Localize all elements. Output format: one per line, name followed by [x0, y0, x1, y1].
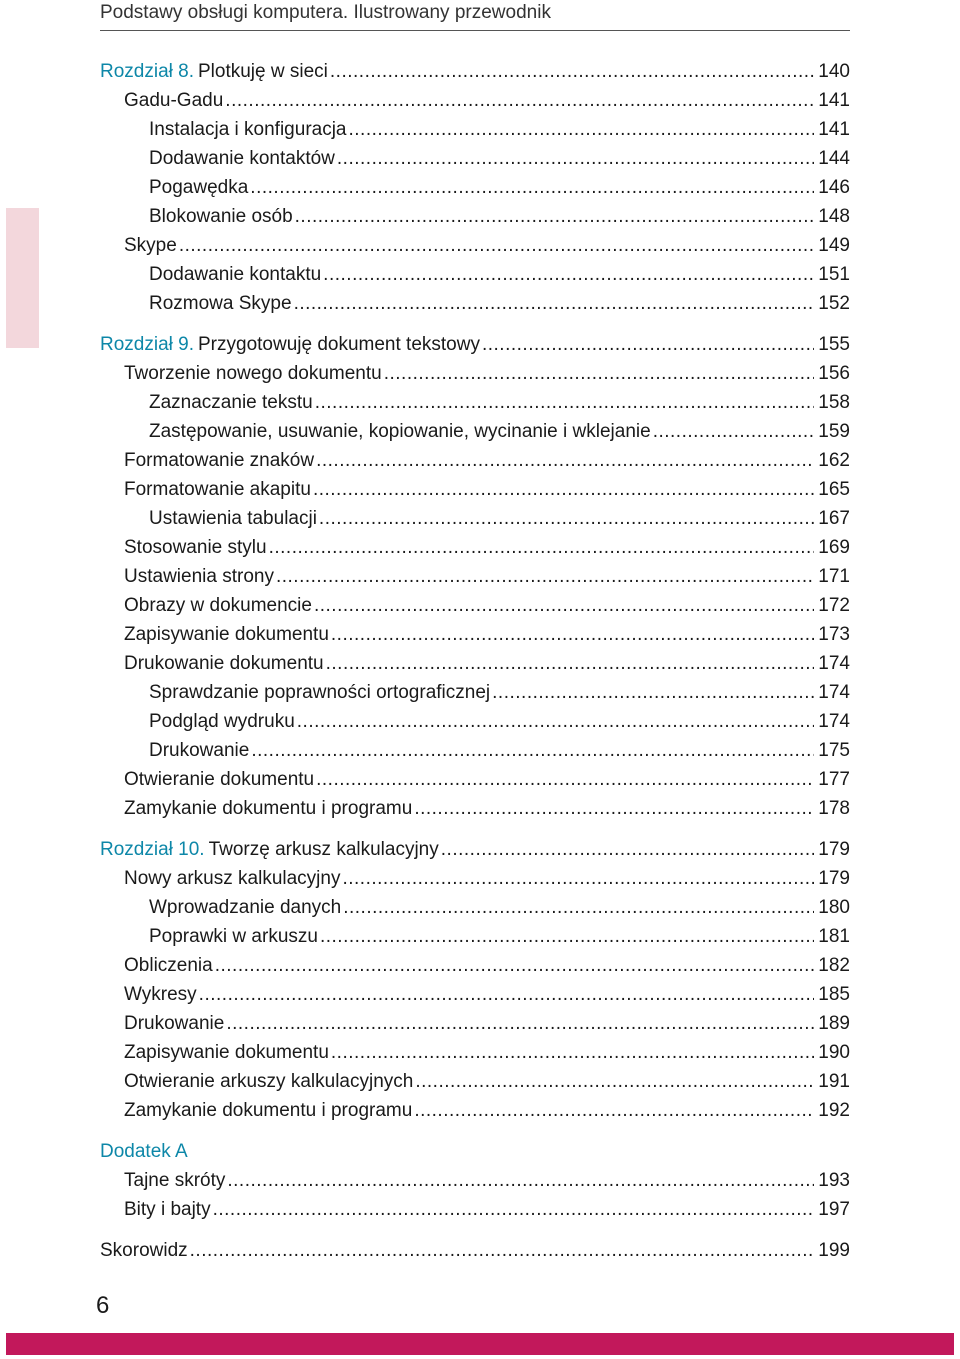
toc-entry-row	[100, 115, 850, 144]
entry-title: Formatowanie znaków	[124, 450, 315, 471]
entry-title: Otwieranie arkuszy kalkulacyjnych	[124, 1071, 414, 1092]
entry-title: Tworzenie nowego dokumentu	[124, 363, 382, 384]
page-number-ref: 193	[818, 1170, 850, 1191]
page-number-ref: 190	[818, 1042, 850, 1063]
page-number: 6	[96, 1292, 110, 1319]
page-number-ref: 149	[818, 235, 850, 256]
dot-leader	[315, 388, 814, 417]
toc-entry-row	[100, 864, 850, 893]
page-number-ref: 148	[818, 206, 850, 227]
chapter-title: Skorowidz	[100, 1240, 188, 1261]
toc-entry-row	[100, 591, 850, 620]
toc-entry-row	[100, 893, 850, 922]
chapter-title: Plotkuję w sieci	[198, 61, 328, 82]
entry-title: Zapisywanie dokumentu	[124, 1042, 329, 1063]
toc-entry-row	[100, 417, 850, 446]
page-number-ref: 175	[818, 740, 850, 761]
page-number-ref: 174	[818, 682, 850, 703]
page-number-ref: 197	[818, 1199, 850, 1220]
entry-title: Drukowanie	[124, 1013, 225, 1034]
entry-title: Formatowanie akapitu	[124, 479, 311, 500]
page-number-ref: 165	[818, 479, 850, 500]
entry-title: Otwieranie dokumentu	[124, 769, 315, 790]
dot-leader	[269, 533, 814, 562]
side-tab	[6, 208, 39, 348]
dot-leader	[226, 1009, 814, 1038]
toc-entry-row	[100, 173, 850, 202]
page-number-ref: 179	[818, 839, 850, 860]
page-number-ref: 174	[818, 711, 850, 732]
entry-title: Podgląd wydruku	[149, 711, 295, 732]
page-number-ref: 140	[818, 61, 850, 82]
dot-leader	[251, 736, 814, 765]
page-number-ref: 169	[818, 537, 850, 558]
toc-entry-row	[100, 707, 850, 736]
toc-chapter-row	[100, 57, 850, 86]
dot-leader	[482, 330, 814, 359]
toc-entry-row	[100, 359, 850, 388]
dot-leader	[314, 591, 814, 620]
toc-entry-row	[100, 1096, 850, 1125]
page-number-ref: 171	[818, 566, 850, 587]
toc-entry-row	[100, 388, 850, 417]
dot-leader	[331, 1038, 814, 1067]
toc-entry-row	[100, 980, 850, 1009]
dot-leader	[414, 1096, 814, 1125]
entry-title: Tajne skróty	[124, 1170, 226, 1191]
toc-entry-row	[100, 765, 850, 794]
page-number-ref: 152	[818, 293, 850, 314]
toc-entry-row	[100, 533, 850, 562]
page-number-ref: 177	[818, 769, 850, 790]
toc-chapter-row	[100, 835, 850, 864]
dot-leader	[294, 289, 814, 318]
entry-title: Sprawdzanie poprawności ortograficznej	[149, 682, 491, 703]
chapter-title: Tworzę arkusz kalkulacyjny	[208, 839, 439, 860]
entry-title: Gadu-Gadu	[124, 90, 224, 111]
page-number-ref: 178	[818, 798, 850, 819]
page-number-ref: 189	[818, 1013, 850, 1034]
entry-title: Zamykanie dokumentu i programu	[124, 798, 413, 819]
entry-title: Stosowanie stylu	[124, 537, 267, 558]
entry-title: Wykresy	[124, 984, 197, 1005]
dot-leader	[326, 649, 814, 678]
page-number-ref: 179	[818, 868, 850, 889]
dot-leader	[320, 922, 814, 951]
dot-leader	[316, 765, 814, 794]
entry-title: Bity i bajty	[124, 1199, 211, 1220]
footer-bar	[6, 1333, 954, 1355]
entry-title: Ustawienia tabulacji	[149, 508, 317, 529]
dot-leader	[414, 794, 814, 823]
entry-title: Blokowanie osób	[149, 206, 293, 227]
entry-title: Skype	[124, 235, 177, 256]
entry-title: Dodawanie kontaktów	[149, 148, 335, 169]
page-number-ref: 182	[818, 955, 850, 976]
entry-title: Wprowadzanie danych	[149, 897, 342, 918]
dot-leader	[343, 893, 814, 922]
running-header: Podstawy obsługi komputera. Ilustrowany przewodnik	[100, 2, 551, 23]
entry-title: Obliczenia	[124, 955, 213, 976]
dot-leader	[653, 417, 814, 446]
chapter-label: Dodatek A	[100, 1141, 188, 1162]
dot-leader	[323, 260, 814, 289]
page-number-ref: 159	[818, 421, 850, 442]
dot-leader	[215, 951, 814, 980]
entry-title: Dodawanie kontaktu	[149, 264, 322, 285]
toc-entry-row	[100, 678, 850, 707]
chapter-label: Rozdział 9.	[100, 334, 194, 355]
dot-leader	[295, 202, 814, 231]
toc-entry-row	[100, 202, 850, 231]
dot-leader	[276, 562, 814, 591]
entry-title: Zapisywanie dokumentu	[124, 624, 329, 645]
toc-entry-row	[100, 504, 850, 533]
toc-entry-row	[100, 144, 850, 173]
dot-leader	[319, 504, 814, 533]
page-number-ref: 192	[818, 1100, 850, 1121]
page-number-ref: 181	[818, 926, 850, 947]
header-rule	[100, 30, 850, 31]
dot-leader	[330, 57, 814, 86]
page-number-ref: 162	[818, 450, 850, 471]
toc-entry-row	[100, 1067, 850, 1096]
dot-leader	[199, 980, 814, 1009]
page-number-ref: 141	[818, 119, 850, 140]
toc-entry-row	[100, 922, 850, 951]
dot-leader	[331, 620, 814, 649]
toc-entry-row	[100, 1166, 850, 1195]
page-number-ref: 199	[818, 1240, 850, 1261]
toc-entry-row	[100, 562, 850, 591]
dot-leader	[179, 231, 814, 260]
toc-entry-row	[100, 289, 850, 318]
toc-entry-row	[100, 475, 850, 504]
dot-leader	[342, 864, 814, 893]
toc-entry-row	[100, 794, 850, 823]
page-number-ref: 173	[818, 624, 850, 645]
toc-entry-row	[100, 649, 850, 678]
toc-entry-row	[100, 1195, 850, 1224]
dot-leader	[190, 1236, 814, 1265]
table-of-contents	[100, 57, 850, 1265]
toc-entry-row	[100, 231, 850, 260]
toc-entry-row	[100, 1009, 850, 1038]
dot-leader	[313, 475, 814, 504]
entry-title: Zastępowanie, usuwanie, kopiowanie, wycinanie i wklejanie	[149, 421, 651, 442]
toc-entry-row	[100, 446, 850, 475]
dot-leader	[384, 359, 814, 388]
entry-title: Poprawki w arkuszu	[149, 926, 318, 947]
page-number-ref: 172	[818, 595, 850, 616]
chapter-label: Rozdział 10.	[100, 839, 205, 860]
dot-leader	[225, 86, 814, 115]
entry-title: Zamykanie dokumentu i programu	[124, 1100, 413, 1121]
dot-leader	[349, 115, 815, 144]
dot-leader	[441, 835, 814, 864]
page-number-ref: 141	[818, 90, 850, 111]
page-number-ref: 191	[818, 1071, 850, 1092]
entry-title: Nowy arkusz kalkulacyjny	[124, 868, 341, 889]
chapter-label: Rozdział 8.	[100, 61, 194, 82]
entry-title: Drukowanie dokumentu	[124, 653, 324, 674]
entry-title: Rozmowa Skype	[149, 293, 292, 314]
toc-entry-row	[100, 1038, 850, 1067]
page-number-ref: 174	[818, 653, 850, 674]
toc-chapter-row	[100, 1137, 850, 1166]
toc-chapter-row	[100, 1236, 850, 1265]
toc-entry-row	[100, 86, 850, 115]
dot-leader	[297, 707, 814, 736]
toc-entry-row	[100, 951, 850, 980]
page-number-ref: 146	[818, 177, 850, 198]
page-number-ref: 158	[818, 392, 850, 413]
page-number-ref: 155	[818, 334, 850, 355]
dot-leader	[492, 678, 814, 707]
page-number-ref: 151	[818, 264, 850, 285]
entry-title: Instalacja i konfiguracja	[149, 119, 347, 140]
toc-entry-row	[100, 736, 850, 765]
page-number-ref: 180	[818, 897, 850, 918]
toc-entry-row	[100, 620, 850, 649]
entry-title: Ustawienia strony	[124, 566, 274, 587]
dot-leader	[337, 144, 814, 173]
page-number-ref: 167	[818, 508, 850, 529]
page-number-ref: 144	[818, 148, 850, 169]
entry-title: Obrazy w dokumencie	[124, 595, 312, 616]
entry-title: Zaznaczanie tekstu	[149, 392, 313, 413]
page-number-ref: 156	[818, 363, 850, 384]
dot-leader	[213, 1195, 814, 1224]
toc-chapter-row	[100, 330, 850, 359]
dot-leader	[316, 446, 814, 475]
toc-entry-row	[100, 260, 850, 289]
chapter-title: Przygotowuję dokument tekstowy	[198, 334, 480, 355]
entry-title: Drukowanie	[149, 740, 250, 761]
page-number-ref: 185	[818, 984, 850, 1005]
entry-title: Pogawędka	[149, 177, 249, 198]
dot-leader	[227, 1166, 814, 1195]
dot-leader	[250, 173, 814, 202]
dot-leader	[415, 1067, 814, 1096]
